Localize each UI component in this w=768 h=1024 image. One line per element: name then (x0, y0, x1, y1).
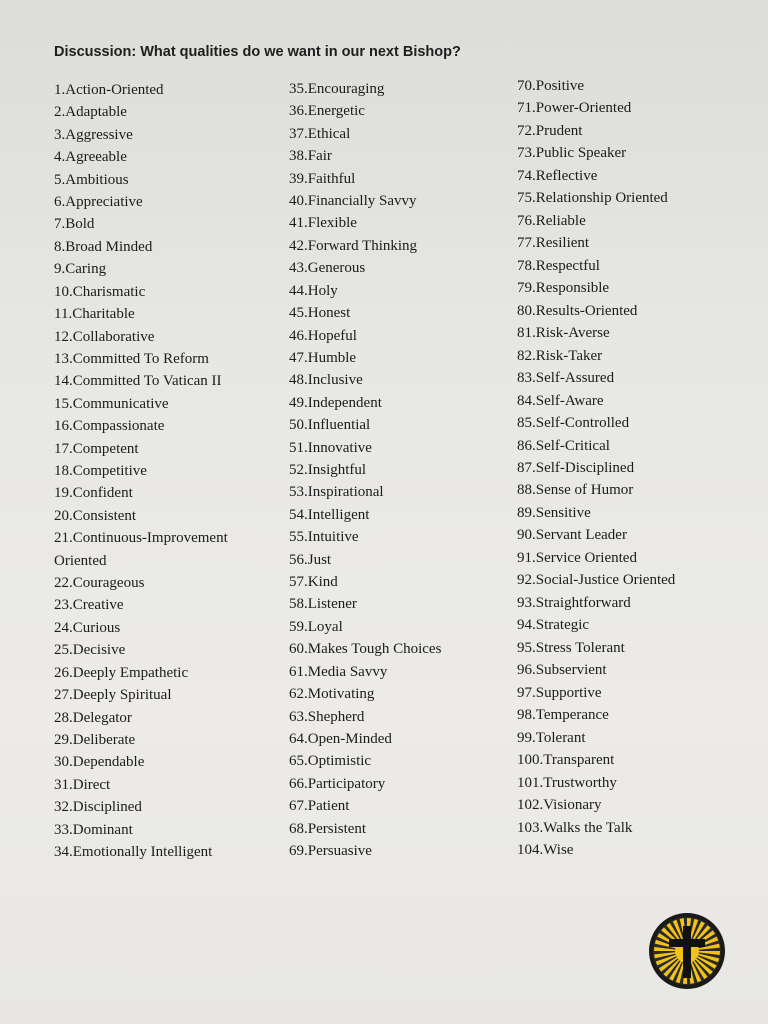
quality-item: 98.Temperance (517, 707, 609, 724)
page-title: Discussion: What qualities do we want in our next Bishop? (54, 44, 461, 60)
quality-item: 93.Straightforward (517, 594, 631, 611)
quality-item: 38.Fair (289, 148, 332, 165)
quality-item: 26.Deeply Empathetic (54, 664, 189, 681)
quality-item: 43.Generous (289, 260, 366, 277)
quality-item: 49.Independent (289, 394, 382, 411)
quality-item: 102.Visionary (517, 797, 602, 814)
quality-item: 51.Innovative (289, 439, 372, 456)
quality-item: 56.Just (289, 551, 332, 568)
quality-item: 97.Supportive (517, 684, 602, 701)
quality-item: 84.Self-Aware (517, 392, 604, 409)
quality-item: 1.Action-Oriented (54, 82, 164, 98)
quality-item: 104.Wise (517, 842, 574, 858)
quality-item: 66.Participatory (289, 775, 386, 792)
quality-item: 12.Collaborative (54, 328, 155, 345)
quality-item: 69.Persuasive (289, 843, 372, 859)
quality-item: 6.Appreciative (54, 194, 143, 211)
quality-item: 86.Self-Critical (517, 437, 610, 454)
quality-item: 28.Delegator (54, 709, 132, 726)
quality-item: 79.Responsible (517, 280, 610, 297)
cross-vertical (683, 926, 691, 978)
quality-item: 74.Reflective (517, 167, 598, 184)
quality-item: 92.Social-Justice Oriented (517, 572, 676, 589)
quality-item: 36.Energetic (289, 103, 365, 120)
quality-item: 80.Results-Oriented (517, 302, 638, 319)
quality-item: 39.Faithful (289, 170, 356, 187)
quality-item: 13.Committed To Reform (54, 350, 209, 367)
quality-item: 29.Deliberate (54, 731, 136, 748)
quality-item: Oriented (54, 552, 107, 569)
quality-item: 71.Power-Oriented (517, 100, 632, 117)
quality-item: 100.Transparent (517, 752, 615, 769)
quality-item: 72.Prudent (517, 122, 583, 139)
quality-item: 85.Self-Controlled (517, 415, 630, 432)
quality-item: 30.Dependable (54, 754, 145, 771)
quality-item: 73.Public Speaker (517, 145, 627, 162)
quality-item: 18.Competitive (54, 463, 147, 479)
quality-item: 16.Compassionate (54, 418, 165, 435)
quality-item: 31.Direct (54, 776, 111, 793)
quality-item: 4.Agreeable (54, 149, 127, 166)
quality-item: 45.Honest (289, 305, 351, 322)
quality-item: 62.Motivating (289, 686, 375, 703)
quality-item: 21.Continuous-Improvement (54, 530, 228, 547)
quality-item: 25.Decisive (54, 642, 126, 659)
quality-item: 32.Disciplined (54, 799, 142, 816)
quality-item: 46.Hopeful (289, 327, 357, 344)
quality-item: 99.Tolerant (517, 729, 586, 746)
quality-item: 53.Inspirational (289, 484, 384, 501)
quality-item: 103.Walks the Talk (517, 819, 633, 836)
quality-item: 64.Open-Minded (289, 730, 392, 747)
quality-item: 76.Reliable (517, 212, 586, 229)
quality-item: 101.Trustworthy (517, 774, 617, 791)
quality-item: 88.Sense of Humor (517, 482, 634, 499)
quality-item: 5.Ambitious (54, 171, 129, 188)
quality-item: 24.Curious (54, 619, 121, 636)
quality-item: 83.Self-Assured (517, 370, 615, 387)
quality-item: 52.Insightful (289, 462, 367, 478)
quality-item: 90.Servant Leader (517, 527, 627, 544)
quality-item: 54.Intelligent (289, 506, 370, 523)
quality-item: 95.Stress Tolerant (517, 639, 625, 656)
quality-item: 68.Persistent (289, 820, 367, 837)
quality-item: 48.Inclusive (289, 372, 363, 389)
cross-horizontal (669, 939, 705, 947)
quality-item: 10.Charismatic (54, 283, 146, 300)
quality-item: 11.Charitable (54, 306, 135, 323)
quality-item: 75.Relationship Oriented (517, 190, 668, 207)
quality-item: 89.Sensitive (517, 504, 591, 521)
quality-item: 33.Dominant (54, 821, 133, 838)
quality-item: 9.Caring (54, 261, 107, 278)
quality-item: 44.Holy (289, 282, 338, 299)
quality-item: 42.Forward Thinking (289, 237, 418, 254)
quality-item: 60.Makes Tough Choices (289, 641, 442, 658)
quality-item: 94.Strategic (517, 617, 590, 634)
quality-item: 55.Intuitive (289, 529, 359, 546)
quality-item: 57.Kind (289, 574, 338, 591)
quality-item: 67.Patient (289, 798, 350, 815)
quality-item: 82.Risk-Taker (517, 347, 603, 364)
quality-item: 47.Humble (289, 349, 357, 366)
quality-item: 37.Ethical (289, 125, 351, 142)
quality-item: 15.Communicative (54, 395, 169, 412)
quality-item: 40.Financially Savvy (289, 193, 417, 210)
quality-item: 22.Courageous (54, 575, 145, 592)
quality-item: 81.Risk-Averse (517, 325, 610, 342)
quality-item: 65.Optimistic (289, 753, 372, 770)
quality-item: 58.Listener (289, 596, 357, 613)
quality-item: 59.Loyal (289, 618, 343, 635)
quality-item: 87.Self-Disciplined (517, 460, 635, 476)
quality-item: 34.Emotionally Intelligent (54, 844, 213, 860)
quality-item: 3.Aggressive (54, 126, 133, 143)
quality-item: 70.Positive (517, 78, 585, 94)
quality-item: 23.Creative (54, 597, 124, 614)
quality-item: 19.Confident (54, 485, 133, 502)
quality-item: 8.Broad Minded (54, 238, 153, 255)
quality-item: 91.Service Oriented (517, 549, 637, 566)
quality-item: 61.Media Savvy (289, 663, 388, 680)
quality-item: 7.Bold (54, 216, 95, 233)
quality-item: 50.Influential (289, 417, 371, 434)
quality-item: 2.Adaptable (54, 104, 127, 121)
cross-sunburst-seal-icon (648, 912, 726, 990)
quality-item: 63.Shepherd (289, 708, 365, 725)
quality-item: 20.Consistent (54, 507, 137, 524)
quality-item: 35.Encouraging (289, 81, 385, 97)
quality-item: 41.Flexible (289, 215, 357, 232)
quality-item: 14.Committed To Vatican II (54, 373, 222, 390)
quality-item: 77.Resilient (517, 235, 590, 252)
quality-item: 78.Respectful (517, 257, 600, 274)
quality-item: 96.Subservient (517, 662, 607, 679)
quality-item: 27.Deeply Spiritual (54, 687, 172, 704)
quality-item: 17.Competent (54, 440, 139, 457)
